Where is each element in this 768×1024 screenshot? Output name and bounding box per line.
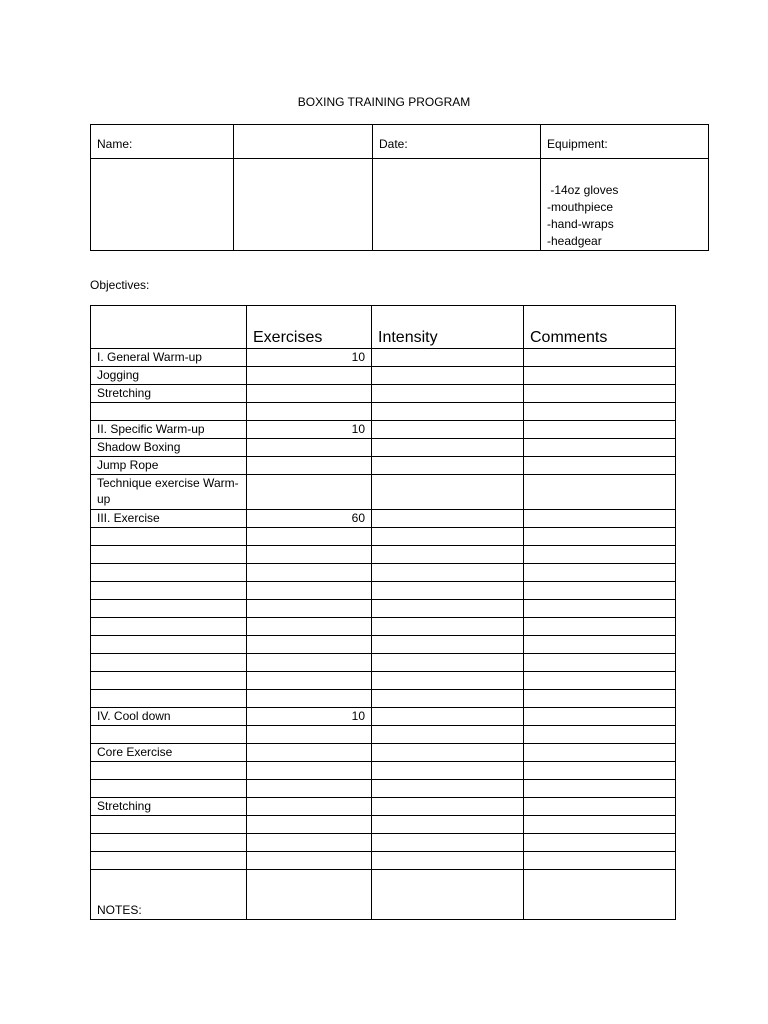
row-intensity[interactable] (372, 672, 524, 690)
row-comments[interactable] (524, 475, 676, 510)
table-row (91, 546, 676, 564)
table-row (91, 367, 676, 385)
table-row (91, 690, 676, 708)
row-label (91, 762, 247, 780)
table-row (91, 582, 676, 600)
row-comments[interactable] (524, 654, 676, 672)
row-comments[interactable] (524, 367, 676, 385)
equipment-item: -14oz gloves (547, 183, 619, 197)
date-field[interactable] (373, 159, 541, 251)
row-label (91, 618, 247, 636)
row-exercises[interactable]: 60 (247, 510, 372, 528)
row-label (91, 600, 247, 618)
row-comments[interactable] (524, 510, 676, 528)
row-comments[interactable] (524, 349, 676, 367)
table-row (91, 600, 676, 618)
table-row (91, 744, 676, 762)
table-row (91, 421, 676, 439)
row-label: Jogging (91, 367, 247, 385)
row-exercises[interactable] (247, 475, 372, 510)
program-table (90, 305, 676, 920)
row-exercises[interactable] (247, 457, 372, 475)
row-label (91, 852, 247, 870)
row-exercises[interactable] (247, 726, 372, 744)
row-exercises[interactable] (247, 744, 372, 762)
row-intensity[interactable] (372, 564, 524, 582)
row-label (91, 654, 247, 672)
row-intensity[interactable] (372, 690, 524, 708)
row-exercises[interactable] (247, 367, 372, 385)
row-comments[interactable] (524, 798, 676, 816)
row-intensity[interactable] (372, 744, 524, 762)
equipment-list (541, 159, 709, 251)
row-comments[interactable] (524, 618, 676, 636)
row-comments[interactable] (524, 780, 676, 798)
row-exercises[interactable] (247, 834, 372, 852)
row-comments[interactable] (524, 636, 676, 654)
row-intensity[interactable] (372, 762, 524, 780)
row-exercises[interactable] (247, 816, 372, 834)
row-exercises[interactable] (247, 582, 372, 600)
table-row (91, 457, 676, 475)
row-comments[interactable] (524, 870, 676, 920)
row-intensity[interactable] (372, 816, 524, 834)
row-exercises[interactable] (247, 385, 372, 403)
row-exercises[interactable] (247, 636, 372, 654)
row-intensity[interactable] (372, 546, 524, 564)
name-label: Name: (91, 125, 234, 159)
table-row (91, 780, 676, 798)
row-comments[interactable] (524, 582, 676, 600)
row-intensity[interactable] (372, 654, 524, 672)
row-comments[interactable] (524, 690, 676, 708)
header-exercises: Exercises (247, 306, 372, 349)
row-comments[interactable] (524, 564, 676, 582)
row-comments[interactable] (524, 457, 676, 475)
row-label: Core Exercise (91, 744, 247, 762)
equipment-item: -mouthpiece (547, 200, 614, 214)
row-comments[interactable] (524, 744, 676, 762)
row-label (91, 690, 247, 708)
row-exercises[interactable] (247, 798, 372, 816)
table-row (91, 816, 676, 834)
info-table (90, 124, 709, 251)
table-row (91, 403, 676, 421)
row-label: I. General Warm-up (91, 349, 247, 367)
row-exercises[interactable]: 10 (247, 349, 372, 367)
row-comments[interactable] (524, 546, 676, 564)
row-comments[interactable] (524, 834, 676, 852)
header-blank (91, 306, 247, 349)
row-comments[interactable] (524, 852, 676, 870)
row-label: III. Exercise (91, 510, 247, 528)
row-intensity[interactable] (372, 582, 524, 600)
row-label: Jump Rope (91, 457, 247, 475)
row-exercises[interactable] (247, 870, 372, 920)
row-comments[interactable] (524, 816, 676, 834)
row-label: NOTES: (91, 870, 247, 920)
date-label: Date: (373, 125, 541, 159)
header-comments: Comments (524, 306, 676, 349)
row-label: IV. Cool down (91, 708, 247, 726)
row-intensity[interactable] (372, 636, 524, 654)
row-intensity[interactable] (372, 798, 524, 816)
row-comments[interactable] (524, 421, 676, 439)
row-intensity[interactable] (372, 870, 524, 920)
row-label (91, 546, 247, 564)
row-comments[interactable] (524, 672, 676, 690)
row-label: Technique exercise Warm-up (91, 475, 247, 510)
table-row (91, 708, 676, 726)
equipment-label: Equipment: (541, 125, 709, 159)
table-row (91, 726, 676, 744)
row-intensity[interactable] (372, 349, 524, 367)
row-comments[interactable] (524, 762, 676, 780)
table-row (91, 798, 676, 816)
row-exercises[interactable] (247, 439, 372, 457)
row-exercises[interactable] (247, 762, 372, 780)
row-comments[interactable] (524, 726, 676, 744)
row-comments[interactable] (524, 439, 676, 457)
row-exercises[interactable] (247, 600, 372, 618)
row-intensity[interactable] (372, 618, 524, 636)
table-row (91, 564, 676, 582)
row-label (91, 564, 247, 582)
row-label (91, 636, 247, 654)
table-row (91, 654, 676, 672)
row-intensity[interactable] (372, 475, 524, 510)
row-intensity[interactable] (372, 834, 524, 852)
row-comments[interactable] (524, 600, 676, 618)
row-label: Stretching (91, 385, 247, 403)
table-row (91, 475, 676, 510)
row-label (91, 582, 247, 600)
row-exercises[interactable] (247, 564, 372, 582)
table-row (91, 636, 676, 654)
info-cell-empty[interactable] (234, 159, 373, 251)
table-row (91, 385, 676, 403)
row-intensity[interactable] (372, 852, 524, 870)
row-exercises[interactable]: 10 (247, 708, 372, 726)
row-exercises[interactable] (247, 654, 372, 672)
table-row (91, 528, 676, 546)
table-row (91, 618, 676, 636)
row-intensity[interactable] (372, 421, 524, 439)
table-row (91, 439, 676, 457)
table-row (91, 349, 676, 367)
row-intensity[interactable] (372, 439, 524, 457)
row-comments[interactable] (524, 385, 676, 403)
row-intensity[interactable] (372, 367, 524, 385)
row-intensity[interactable] (372, 403, 524, 421)
row-exercises[interactable] (247, 780, 372, 798)
row-intensity[interactable] (372, 528, 524, 546)
row-label (91, 780, 247, 798)
equipment-item: -headgear (547, 234, 602, 248)
row-intensity[interactable] (372, 708, 524, 726)
table-row (91, 870, 676, 920)
row-intensity[interactable] (372, 457, 524, 475)
page-title: BOXING TRAINING PROGRAM (297, 95, 471, 109)
row-exercises[interactable] (247, 528, 372, 546)
row-label (91, 528, 247, 546)
row-exercises[interactable] (247, 618, 372, 636)
name-field[interactable] (234, 125, 373, 159)
info-cell-empty[interactable] (91, 159, 234, 251)
row-exercises[interactable] (247, 690, 372, 708)
row-intensity[interactable] (372, 780, 524, 798)
row-intensity[interactable] (372, 726, 524, 744)
row-comments[interactable] (524, 528, 676, 546)
row-comments[interactable] (524, 403, 676, 421)
row-intensity[interactable] (372, 600, 524, 618)
row-exercises[interactable]: 10 (247, 421, 372, 439)
row-comments[interactable] (524, 708, 676, 726)
table-header-row (91, 306, 676, 349)
header-intensity: Intensity (372, 306, 524, 349)
objectives-label: Objectives: (90, 278, 150, 292)
row-label: Shadow Boxing (91, 439, 247, 457)
row-label (91, 403, 247, 421)
row-label (91, 816, 247, 834)
row-intensity[interactable] (372, 385, 524, 403)
row-label: Stretching (91, 798, 247, 816)
row-exercises[interactable] (247, 852, 372, 870)
row-label (91, 726, 247, 744)
row-exercises[interactable] (247, 403, 372, 421)
row-exercises[interactable] (247, 672, 372, 690)
equipment-item: -hand-wraps (547, 217, 614, 231)
table-row (91, 852, 676, 870)
row-label (91, 672, 247, 690)
table-row (91, 672, 676, 690)
row-intensity[interactable] (372, 510, 524, 528)
table-row (91, 762, 676, 780)
row-label: II. Specific Warm-up (91, 421, 247, 439)
table-row (91, 510, 676, 528)
table-row (91, 834, 676, 852)
row-label (91, 834, 247, 852)
row-exercises[interactable] (247, 546, 372, 564)
